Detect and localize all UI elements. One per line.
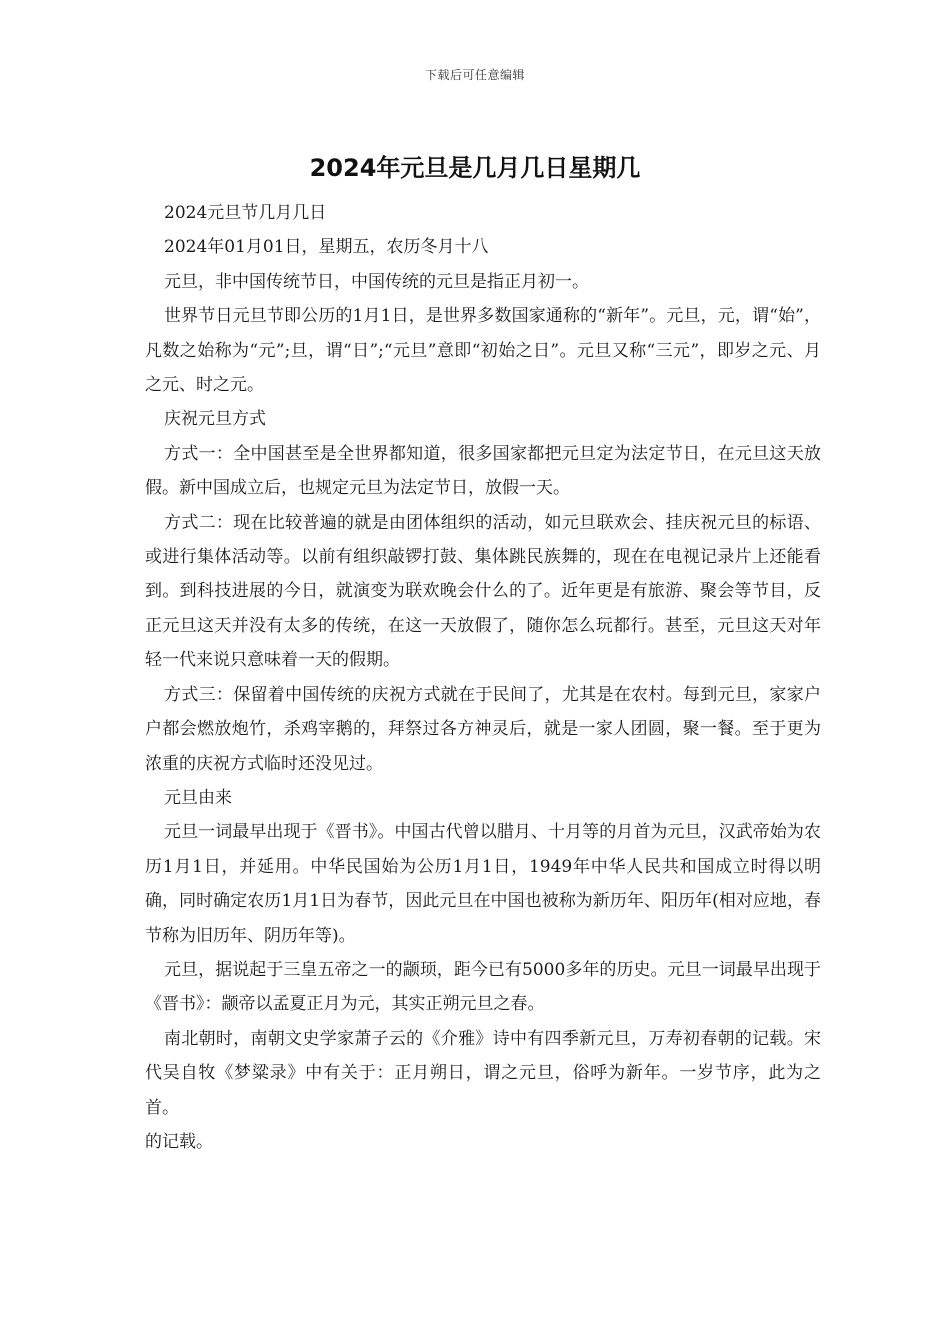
- paragraph-date-question: 2024元旦节几月几日: [164, 203, 327, 223]
- header-note: 下载后可任意编辑: [424, 68, 525, 82]
- section-heading-celebration: 庆祝元旦方式: [164, 409, 267, 430]
- paragraph-world-holiday: 世界节日元旦节即公历的1月1日，是世界多数国家通称的“新年”。元旦，元，谓“始”，凡数之始称为“元”;旦，谓“日”;“元旦”意即“初始之日”。元旦又称“三元”，即岁之元、月之元、时之元。: [145, 306, 821, 396]
- document-title: 2024年元旦是几月几日星期几: [309, 154, 641, 182]
- paragraph-trailing-record: 的记载。: [145, 1131, 213, 1152]
- paragraph-not-traditional: 元旦，非中国传统节日，中国传统的元旦是指正月初一。: [164, 271, 590, 292]
- paragraph-origin-jinshu: 元旦一词最早出现于《晋书》。中国古代曾以腊月、十月等的月首为元旦，汉武帝始为农历1月1日，并延用。中华民国始为公历1月1日，1949年中华人民共和国成立时得以明确，同时确定农历1月1日为春节，因此元旦在中国也被称为新历年、阳历年(相对应地，春节称为旧历年、阴历年等)。: [145, 822, 821, 946]
- paragraph-origin-zhuanxu: 元旦，据说起于三皇五帝之一的颛顼，距今已有5000多年的历史。元旦一词最早出现于《晋书》：颛帝以孟夏正月为元，其实正朔元旦之春。: [145, 959, 821, 1015]
- paragraph-method-two: 方式二：现在比较普遍的就是由团体组织的活动，如元旦联欢会、挂庆祝元旦的标语、或进行集体活动等。以前有组织敲锣打鼓、集体跳民族舞的，现在在电视记录片上还能看到。到科技进展的今日，就演变为联欢晚会什么的了。近年更是有旅游、聚会等节目，反正元旦这天并没有太多的传统，在这一天放假了，随你怎么玩都行。甚至，元旦这天对年轻一代来说只意味着一天的假期。: [145, 512, 821, 671]
- paragraph-southern-northern: 南北朝时，南朝文史学家萧子云的《介雅》诗中有四季新元旦，万寿初春朝的记载。宋代吴自牧《梦粱录》中有关于：正月朔日，谓之元旦，俗呼为新年。一岁节序，此为之首。: [145, 1028, 821, 1118]
- paragraph-method-one: 方式一：全中国甚至是全世界都知道，很多国家都把元旦定为法定节日，在元旦这天放假。新中国成立后，也规定元旦为法定节日，放假一天。: [145, 443, 821, 499]
- section-heading-origin: 元旦由来: [164, 787, 233, 808]
- paragraph-method-three: 方式三：保留着中国传统的庆祝方式就在于民间了，尤其是在农村。每到元旦，家家户户都会燃放炮竹，杀鸡宰鹅的，拜祭过各方神灵后，就是一家人团圆，聚一餐。至于更为浓重的庆祝方式临时还没见过。: [145, 684, 821, 774]
- document-body: [145, 196, 821, 1159]
- paragraph-date-answer: 2024年01月01日，星期五，农历冬月十八: [164, 237, 489, 258]
